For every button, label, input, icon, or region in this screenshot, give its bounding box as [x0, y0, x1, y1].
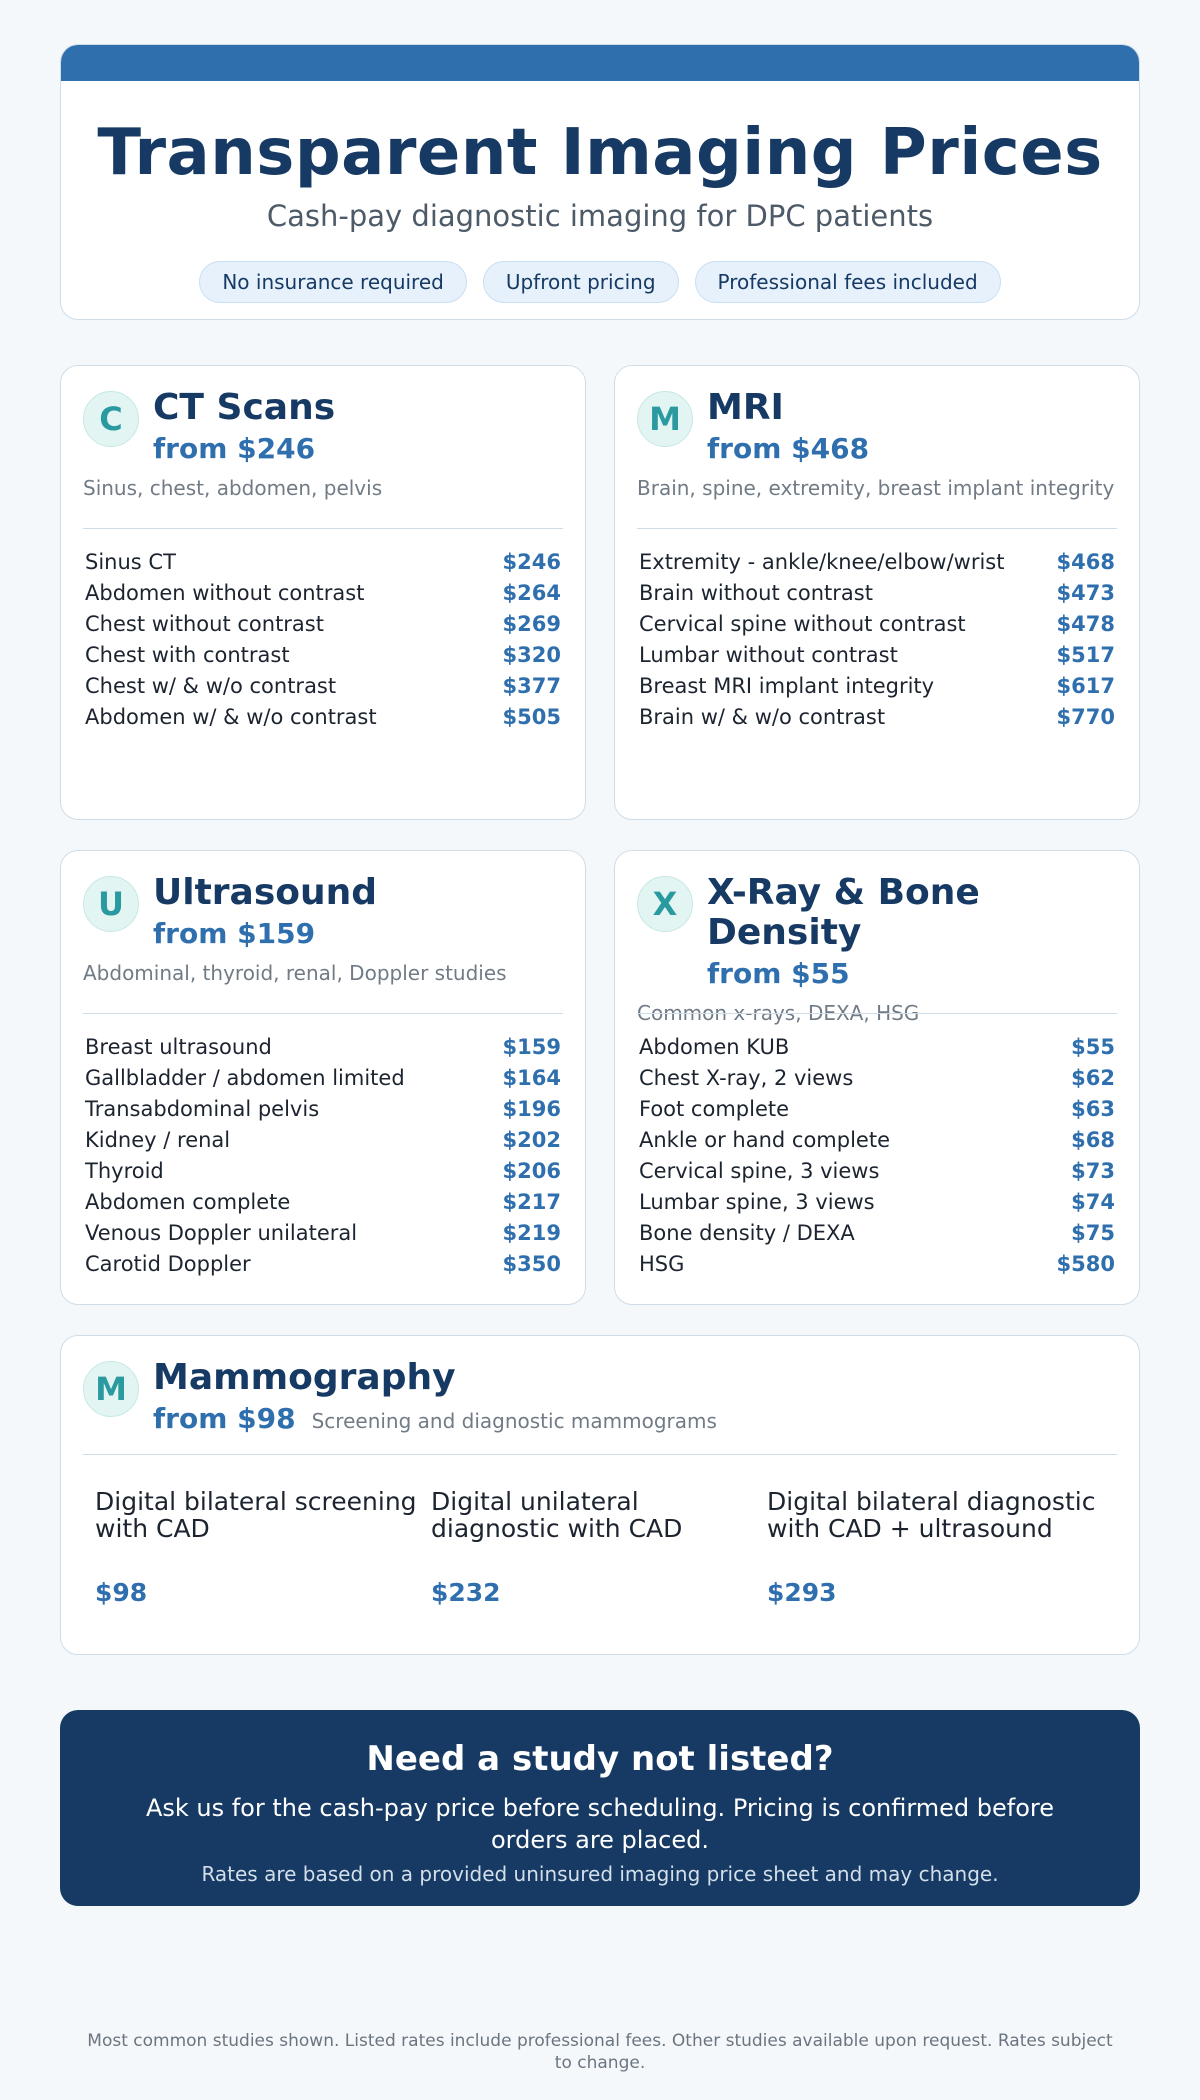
list-item: [639, 1125, 1115, 1156]
mammography-letter-icon: M: [83, 1361, 139, 1417]
ct-card: [60, 365, 586, 820]
item-name: HSG: [639, 1252, 685, 1276]
ultrasound-card: [60, 850, 586, 1305]
item-name: Abdomen KUB: [639, 1035, 790, 1059]
mri-price-list: [639, 547, 1115, 733]
item-name: Chest X-ray, 2 views: [639, 1066, 854, 1090]
mri-description: Brain, spine, extremity, breast implant integrity: [637, 476, 1115, 500]
list-item: [639, 578, 1115, 609]
list-item: [85, 1249, 561, 1280]
list-item: [85, 1125, 561, 1156]
item-price: $164: [502, 1066, 561, 1090]
list-item: [767, 1488, 1103, 1607]
item-price: $264: [502, 581, 561, 605]
mri-card: [614, 365, 1140, 820]
item-name: Gallbladder / abdomen limited: [85, 1066, 405, 1090]
xray-title: X-Ray & Bone Density: [707, 872, 980, 953]
list-item: [639, 702, 1115, 733]
cta-note: Rates are based on a provided uninsured imaging price sheet and may change.: [201, 1862, 999, 1886]
xray-letter-icon: X: [637, 876, 693, 932]
item-name: Kidney / renal: [85, 1128, 231, 1152]
mammography-from-price: from $98: [153, 1402, 296, 1435]
item-price: $63: [1071, 1097, 1115, 1121]
item-price: $74: [1071, 1190, 1115, 1214]
item-price: $75: [1071, 1221, 1115, 1245]
list-item: [85, 1156, 561, 1187]
item-price: $468: [1056, 550, 1115, 574]
list-item: [639, 671, 1115, 702]
item-price: $62: [1071, 1066, 1115, 1090]
item-name: Digital bilateral diagnostic with CAD + ultrasound: [767, 1487, 1096, 1543]
mammography-price-list: [95, 1488, 1117, 1607]
list-item: [85, 609, 561, 640]
xray-divider: [637, 1013, 1117, 1014]
item-price: $159: [502, 1035, 561, 1059]
item-price: $377: [502, 674, 561, 698]
list-item: [95, 1488, 431, 1607]
item-price: $206: [502, 1159, 561, 1183]
ultrasound-from-price: from $159: [153, 917, 316, 950]
item-name: Cervical spine, 3 views: [639, 1159, 880, 1183]
ultrasound-price-list: [85, 1032, 561, 1280]
item-name: Thyroid: [85, 1159, 164, 1183]
list-item: [639, 609, 1115, 640]
list-item: [639, 640, 1115, 671]
list-item: [639, 1249, 1115, 1280]
mammography-title: Mammography: [153, 1357, 456, 1398]
mri-title: MRI: [707, 387, 784, 428]
list-item: [639, 1187, 1115, 1218]
item-name: Brain without contrast: [639, 581, 873, 605]
pill-no-insurance: No insurance required: [199, 261, 467, 303]
item-price: $73: [1071, 1159, 1115, 1183]
item-name: Lumbar without contrast: [639, 643, 898, 667]
item-name: Digital bilateral screening with CAD: [95, 1487, 417, 1543]
item-name: Carotid Doppler: [85, 1252, 251, 1276]
cta-title: Need a study not listed?: [366, 1739, 834, 1779]
item-price: $232: [431, 1578, 501, 1607]
list-item: [639, 1156, 1115, 1187]
item-name: Transabdominal pelvis: [85, 1097, 320, 1121]
item-price: $202: [502, 1128, 561, 1152]
item-name: Sinus CT: [85, 550, 176, 574]
xray-description: Common x-rays, DEXA, HSG: [637, 1001, 920, 1025]
list-item: [85, 1032, 561, 1063]
list-item: [85, 1218, 561, 1249]
list-item: [639, 1218, 1115, 1249]
item-price: $98: [95, 1578, 148, 1607]
cta-body: Ask us for the cash-pay price before scheduling. Pricing is confirmed before orders are placed.: [145, 1794, 1055, 1854]
item-price: $246: [502, 550, 561, 574]
item-price: $617: [1056, 674, 1115, 698]
item-name: Breast MRI implant integrity: [639, 674, 935, 698]
list-item: [85, 671, 561, 702]
ct-description: Sinus, chest, abdomen, pelvis: [83, 476, 383, 500]
xray-from-price: from $55: [707, 957, 850, 990]
item-name: Ankle or hand complete: [639, 1128, 891, 1152]
item-price: $217: [502, 1190, 561, 1214]
xray-price-list: [639, 1032, 1115, 1280]
item-name: Bone density / DEXA: [639, 1221, 855, 1245]
pill-upfront-pricing: Upfront pricing: [483, 261, 679, 303]
item-price: $350: [502, 1252, 561, 1276]
item-price: $478: [1056, 612, 1115, 636]
item-name: Abdomen without contrast: [85, 581, 365, 605]
ultrasound-divider: [83, 1013, 563, 1014]
cta-banner: [60, 1710, 1140, 1906]
page-title: Transparent Imaging Prices: [97, 116, 1103, 190]
ct-title: CT Scans: [153, 387, 336, 428]
item-name: Cervical spine without contrast: [639, 612, 966, 636]
mri-letter-icon: M: [637, 391, 693, 447]
item-name: Venous Doppler unilateral: [85, 1221, 358, 1245]
page-subtitle: Cash-pay diagnostic imaging for DPC patients: [266, 199, 934, 233]
item-name: Brain w/ & w/o contrast: [639, 705, 886, 729]
item-name: Chest w/ & w/o contrast: [85, 674, 337, 698]
item-price: $219: [502, 1221, 561, 1245]
item-price: $68: [1071, 1128, 1115, 1152]
mammography-divider: [83, 1454, 1117, 1455]
list-item: [639, 1063, 1115, 1094]
item-price: $770: [1056, 705, 1115, 729]
item-price: $196: [502, 1097, 561, 1121]
item-name: Lumbar spine, 3 views: [639, 1190, 875, 1214]
item-name: Digital unilateral diagnostic with CAD: [431, 1487, 683, 1543]
mri-from-price: from $468: [707, 432, 870, 465]
item-price: $293: [767, 1578, 837, 1607]
header-accent-bar: [61, 45, 1139, 81]
ct-from-price: from $246: [153, 432, 316, 465]
mammography-card: [60, 1335, 1140, 1655]
list-item: [85, 1187, 561, 1218]
item-price: $505: [502, 705, 561, 729]
list-item: [85, 702, 561, 733]
ct-divider: [83, 528, 563, 529]
item-price: $580: [1056, 1252, 1115, 1276]
item-name: Abdomen w/ & w/o contrast: [85, 705, 377, 729]
mammography-description: Screening and diagnostic mammograms: [311, 1409, 717, 1433]
xray-card: [614, 850, 1140, 1305]
ct-letter-icon: C: [83, 391, 139, 447]
list-item: [639, 547, 1115, 578]
footer-disclaimer: Most common studies shown. Listed rates include professional fees. Other studies available upon request. Rates subject to change.: [87, 2031, 1113, 2073]
ultrasound-title: Ultrasound: [153, 872, 378, 913]
item-name: Abdomen complete: [85, 1190, 291, 1214]
list-item: [85, 1094, 561, 1125]
item-name: Chest without contrast: [85, 612, 324, 636]
item-price: $320: [502, 643, 561, 667]
mri-divider: [637, 528, 1117, 529]
pill-professional-fees: Professional fees included: [695, 261, 1001, 303]
item-price: $473: [1056, 581, 1115, 605]
feature-pills: [61, 261, 1139, 303]
item-name: Extremity - ankle/knee/elbow/wrist: [639, 550, 1005, 574]
item-name: Chest with contrast: [85, 643, 290, 667]
list-item: [639, 1094, 1115, 1125]
list-item: [639, 1032, 1115, 1063]
page-header: [60, 44, 1140, 320]
ultrasound-letter-icon: U: [83, 876, 139, 932]
ct-price-list: [85, 547, 561, 733]
list-item: [85, 547, 561, 578]
list-item: [85, 640, 561, 671]
item-name: Foot complete: [639, 1097, 790, 1121]
item-name: Breast ultrasound: [85, 1035, 272, 1059]
list-item: [85, 1063, 561, 1094]
list-item: [85, 578, 561, 609]
item-price: $55: [1071, 1035, 1115, 1059]
item-price: $269: [502, 612, 561, 636]
ultrasound-description: Abdominal, thyroid, renal, Doppler studies: [83, 961, 507, 985]
item-price: $517: [1056, 643, 1115, 667]
list-item: [431, 1488, 767, 1607]
